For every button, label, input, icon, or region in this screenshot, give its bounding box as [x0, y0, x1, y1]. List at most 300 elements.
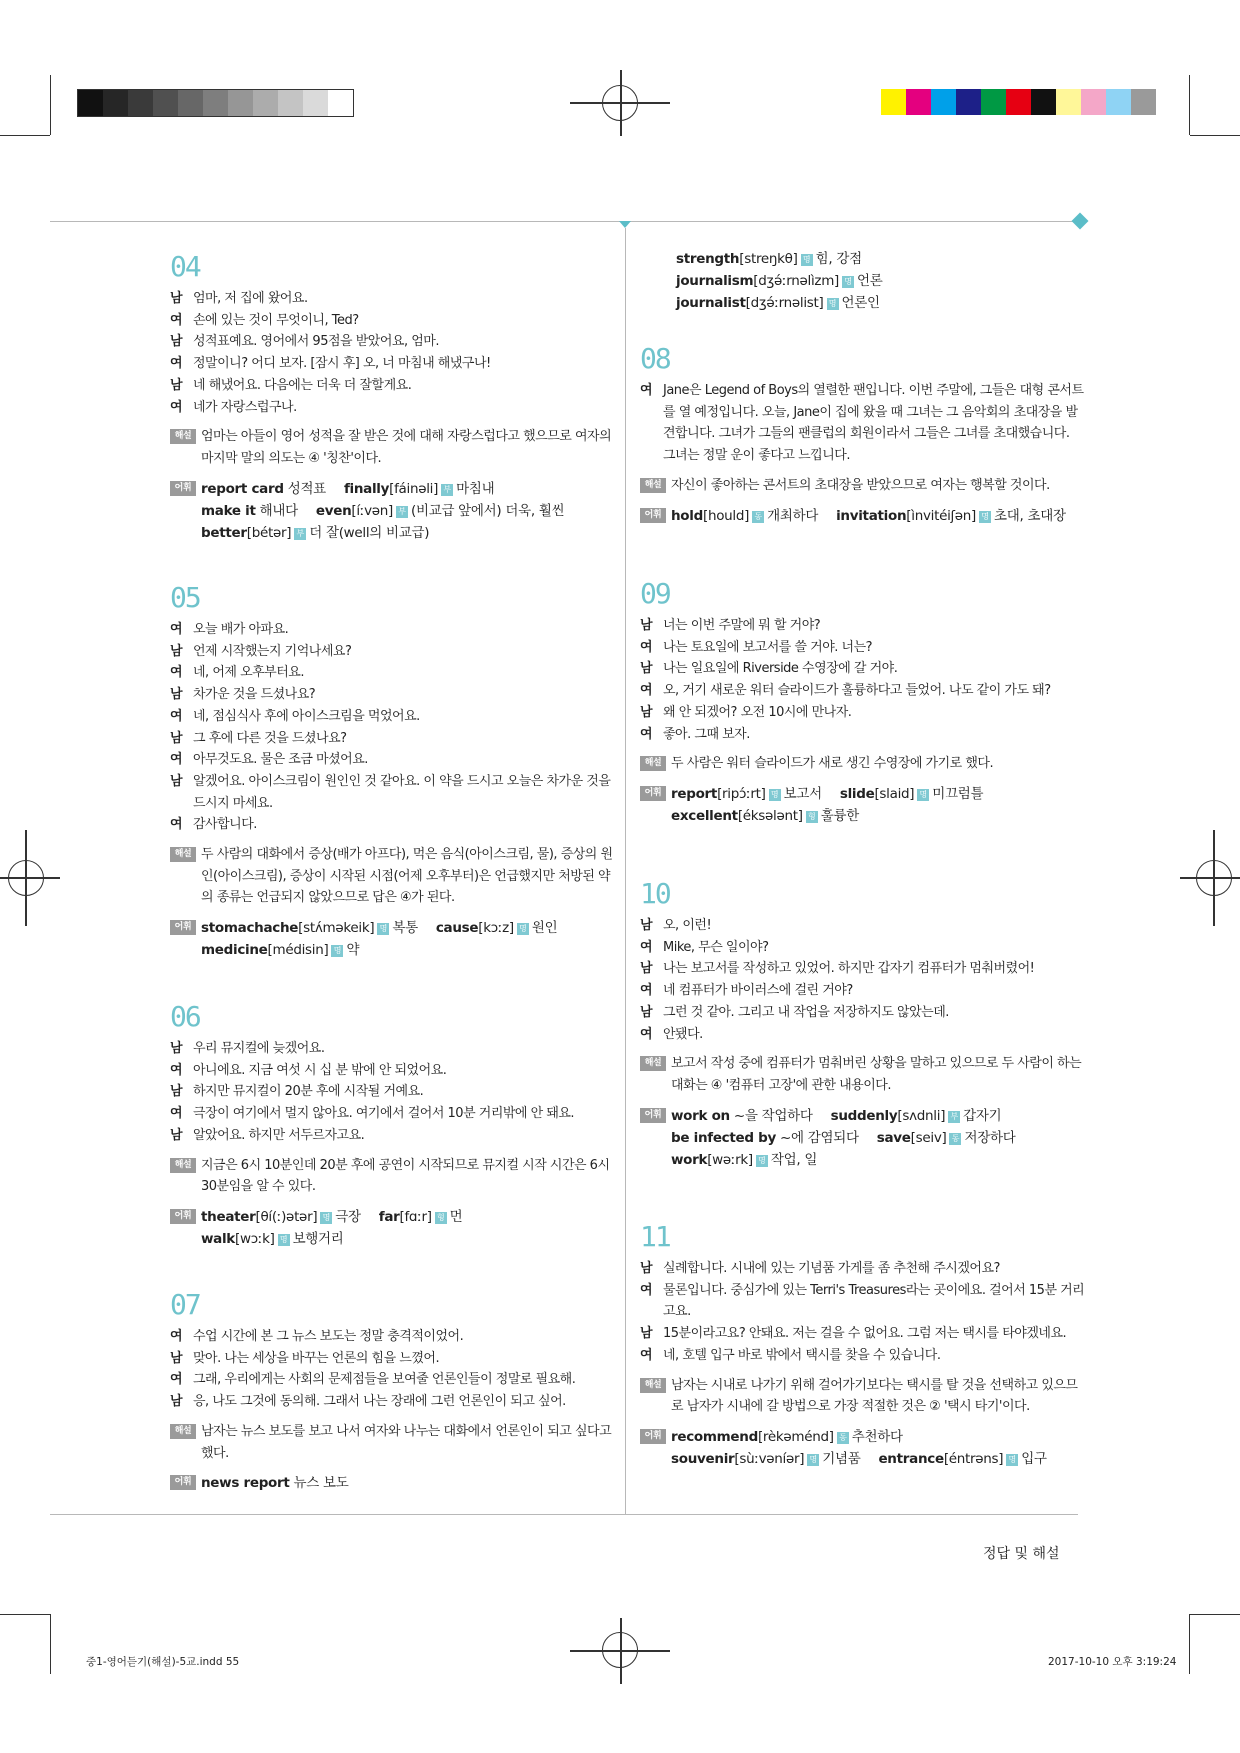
speaker-label: 남	[640, 1261, 653, 1276]
explanation-badge: 해설	[640, 1056, 666, 1071]
vocabulary-list	[201, 1472, 615, 1494]
speaker-label: 남	[640, 918, 653, 933]
question-04	[170, 250, 615, 544]
speaker-label: 남	[640, 1004, 653, 1020]
speaker-label: 남	[640, 661, 653, 677]
vocab-meaning: 더 잘(well의 비교급)	[309, 524, 430, 541]
part-of-speech-badge: 부	[948, 1111, 960, 1123]
dialogue-line	[640, 1258, 1085, 1280]
vocab-word: recommend	[671, 1428, 758, 1445]
vocabulary-list	[201, 478, 615, 544]
vocab-pronunciation: [streŋkθ]	[739, 251, 798, 267]
speaker-label: 남	[640, 618, 653, 633]
speaker-label: 여	[170, 1062, 183, 1078]
vocab-pronunciation: [stʌ́məkeik]	[298, 920, 375, 937]
vocab-pronunciation: [ìnvitéiʃən]	[906, 507, 977, 524]
speaker-label: 여	[640, 726, 653, 742]
part-of-speech-badge: 형	[435, 1212, 447, 1224]
dialogue-line	[640, 380, 1085, 467]
dialogue-text: 네, 호텔 입구 바로 밖에서 택시를 찾을 수 있습니다.	[663, 1347, 941, 1363]
top-rule	[50, 221, 1074, 222]
speaker-label: 남	[170, 1127, 183, 1143]
speaker-label: 여	[640, 939, 653, 955]
dialogue-text: 나는 일요일에 Riverside 수영장에 갈 거야.	[663, 661, 898, 677]
part-of-speech-badge: 명	[377, 923, 389, 935]
color-swatch	[1131, 89, 1156, 115]
explanation-text: 보고서 작성 중에 컴퓨터가 멈춰버린 상황을 말하고 있으므로 두 사람이 하는 대화는 ④ '컴퓨터 고장'에 관한 내용이다.	[671, 1056, 1082, 1093]
dialogue-text: 알았어요. 하지만 서두르자고요.	[193, 1127, 365, 1143]
dialogue-line	[640, 658, 1085, 680]
vocab-meaning: 입구	[1021, 1450, 1047, 1467]
vocab-word: make it	[201, 502, 256, 519]
color-swatch	[906, 89, 931, 115]
speaker-label: 남	[170, 291, 183, 306]
vocab-entry	[676, 295, 880, 311]
vocab-entry	[201, 481, 326, 497]
vocab-entry	[316, 503, 564, 519]
vocab-meaning: 극장	[335, 1208, 361, 1225]
vocab-word: work	[671, 1151, 708, 1168]
part-of-speech-badge: 명	[1006, 1454, 1018, 1466]
vocab-pronunciation: [dʒə́ːrnəlìzm]	[753, 273, 840, 289]
speaker-label: 남	[170, 773, 183, 789]
vocab-meaning: 미끄럼틀	[932, 785, 984, 802]
slug-timestamp: 2017-10-10 오후 3:19:24	[1048, 1656, 1177, 1668]
dialogue-text: 응, 나도 그것에 동의해. 그래서 나는 장래에 그런 언론인이 되고 싶어.	[193, 1394, 566, 1410]
dialogue-line	[640, 1345, 1085, 1367]
process-color-bar	[881, 89, 1156, 115]
vocab-word: report	[671, 785, 718, 802]
dialogue-text: 나는 토요일에 보고서를 쓸 거야. 너는?	[663, 639, 873, 655]
speaker-label: 여	[170, 1106, 183, 1122]
vocab-pronunciation: [hould]	[702, 507, 750, 524]
vocab-entry	[201, 1209, 361, 1225]
speaker-label: 여	[170, 312, 183, 328]
part-of-speech-badge: 명	[979, 511, 991, 523]
vocabulary-badge: 어휘	[640, 1108, 666, 1123]
dialogue-line	[170, 771, 615, 814]
vocab-word: souvenir	[671, 1450, 735, 1467]
vocab-word: entrance	[878, 1450, 944, 1467]
vocab-pronunciation: [seiv]	[910, 1129, 947, 1146]
dialogue-line	[170, 1060, 615, 1082]
dialogue-text: 아니에요. 지금 여섯 시 십 분 밖에 안 되었어요.	[193, 1062, 447, 1078]
vocabulary-list	[671, 505, 1085, 527]
part-of-speech-badge: 형	[806, 811, 818, 823]
dialogue-text: 15분이라고요? 안돼요. 저는 걸을 수 없어요. 그럼 저는 택시를 타야겠네요.	[663, 1326, 1067, 1342]
dialogue-line	[640, 615, 1085, 637]
grayscale-color-bar	[77, 89, 354, 117]
dialogue-line	[170, 728, 615, 750]
explanation	[640, 1375, 1085, 1418]
vocab-meaning: 약	[346, 942, 360, 959]
speaker-label: 여	[640, 639, 653, 655]
vocabulary-list	[201, 917, 615, 961]
vocabulary-badge: 어휘	[640, 508, 666, 523]
dialogue-line	[640, 680, 1085, 702]
vocab-meaning: (비교급 앞에서) 더욱, 훨씬	[411, 502, 565, 519]
question-number: 05	[170, 581, 200, 614]
vocabulary	[640, 1105, 1085, 1171]
dialogue-text: 하지만 뮤지컬이 20분 후에 시작될 거예요.	[193, 1084, 424, 1100]
vocab-meaning: 작업, 일	[770, 1151, 818, 1168]
vocabulary-badge: 어휘	[170, 1475, 196, 1490]
dialogue-line	[170, 1038, 615, 1060]
vocabulary	[170, 1206, 615, 1250]
question-06	[170, 1000, 615, 1250]
vocab-meaning: 갑자기	[963, 1107, 1002, 1124]
dialogue-text: 오늘 배가 아파요.	[193, 622, 289, 637]
explanation-badge: 해설	[170, 1424, 196, 1439]
dialogue-line	[640, 702, 1085, 724]
vocab-meaning: 먼	[449, 1208, 463, 1225]
part-of-speech-badge: 명	[278, 1234, 290, 1246]
vocab-pronunciation: [fɑːr]	[399, 1208, 432, 1225]
dialogue-text: 차가운 것을 드셨나요?	[193, 687, 316, 703]
dialogue-line	[170, 310, 615, 332]
dialogue-text: 언제 시작했는지 기억나세요?	[193, 643, 352, 659]
vocab-word: journalism	[676, 273, 754, 289]
dialogue-text: 수업 시간에 본 그 뉴스 보도는 정말 충격적이었어.	[193, 1329, 464, 1344]
explanation	[170, 426, 615, 469]
vocab-word: theater	[201, 1208, 256, 1225]
explanation-text: 남자는 뉴스 보도를 보고 나서 여자와 나누는 대화에서 언론인이 되고 싶다고 했다.	[201, 1423, 612, 1461]
dialogue-line	[170, 375, 615, 397]
vocab-word: report card	[201, 480, 284, 497]
dialogue-text: 오, 거기 새로운 워터 슬라이드가 훌륭하다고 들었어. 나도 같이 가도 돼?	[663, 683, 1051, 699]
dialogue-line	[170, 662, 615, 684]
explanation-badge: 해설	[640, 756, 666, 771]
dialogue-text: 나는 보고서를 작성하고 있었어. 하지만 갑자기 컴퓨터가 멈춰버렸어!	[663, 961, 1035, 977]
explanation-badge: 해설	[640, 478, 666, 493]
dialogue-text: 손에 있는 것이 무엇이니, Ted?	[193, 312, 359, 328]
explanation-badge: 해설	[170, 1158, 196, 1173]
speaker-label: 여	[170, 1372, 183, 1388]
color-swatch	[1006, 89, 1031, 115]
vocab-entry	[436, 920, 558, 936]
explanation	[170, 1155, 615, 1198]
vocabulary-badge: 어휘	[170, 920, 196, 935]
dialogue-line	[640, 1280, 1085, 1323]
dialogue-line	[170, 1369, 615, 1391]
vocabulary-list	[671, 1426, 1085, 1470]
gray-swatch	[228, 90, 253, 116]
dialogue-text: 안됐다.	[663, 1026, 703, 1042]
speaker-label: 남	[170, 377, 183, 393]
part-of-speech-badge: 부	[396, 506, 408, 518]
dialogue-line	[170, 1348, 615, 1370]
vocab-meaning: 힘, 강점	[815, 251, 862, 267]
dialogue-line	[170, 619, 615, 641]
dialogue-line	[170, 331, 615, 353]
explanation-badge: 해설	[640, 1378, 666, 1393]
vocab-word: invitation	[836, 507, 907, 524]
vocabulary	[640, 1426, 1085, 1470]
explanation-badge: 해설	[170, 847, 196, 862]
vocabulary-badge: 어휘	[170, 481, 196, 496]
vocabulary	[170, 917, 615, 961]
speaker-label: 여	[170, 622, 183, 637]
vocabulary-list	[671, 783, 1085, 827]
dialogue-line	[640, 637, 1085, 659]
speaker-label: 여	[640, 1026, 653, 1042]
vocab-word: medicine	[201, 942, 268, 959]
dialogue-text: 그런 것 같아. 그리고 내 작업을 저장하지도 않았는데.	[663, 1004, 949, 1020]
vocab-entry	[840, 786, 983, 802]
part-of-speech-badge: 동	[949, 1133, 961, 1145]
part-of-speech-badge: 명	[769, 789, 781, 801]
dialogue-text: 실례합니다. 시내에 있는 기념품 가게를 좀 추천해 주시겠어요?	[663, 1261, 1000, 1276]
vocab-entry	[344, 481, 494, 497]
speaker-label: 남	[170, 687, 183, 703]
dialogue-text: 엄마, 저 집에 왔어요.	[193, 291, 308, 306]
vocabulary	[170, 478, 615, 544]
gray-swatch	[253, 90, 278, 116]
dialogue-text: 극장이 여기에서 멀지 않아요. 여기에서 걸어서 10분 거리밖에 안 돼요.	[193, 1106, 575, 1122]
vocab-entry	[201, 920, 418, 936]
part-of-speech-badge: 명	[807, 1454, 819, 1466]
vocab-meaning: 보행거리	[292, 1230, 344, 1247]
vocab-meaning: 복통	[392, 920, 418, 937]
vocab-entry	[201, 1231, 344, 1247]
vocab-pronunciation: [íːvən]	[351, 502, 393, 519]
question-10	[640, 877, 1085, 1171]
dialogue-line	[640, 1323, 1085, 1345]
vocab-pronunciation: [θí(ː)ətər]	[255, 1208, 318, 1225]
vocab-entry	[671, 508, 818, 524]
explanation-badge: 해설	[170, 429, 196, 444]
vocab-pronunciation: [wəːrk]	[707, 1151, 753, 1168]
speaker-label: 남	[640, 1326, 653, 1342]
part-of-speech-badge: 동	[837, 1432, 849, 1444]
dialogue-line	[170, 814, 615, 836]
question-07	[170, 1288, 615, 1494]
explanation-text: 남자는 시내로 나가기 위해 걸어가기보다는 택시를 탈 것을 선택하고 있으므로 남자가 시내에 갈 방법으로 가장 적절한 것은 ② '택시 타기'이다.	[671, 1377, 1078, 1415]
part-of-speech-badge: 명	[917, 789, 929, 801]
vocabulary-list	[201, 1206, 615, 1250]
dialogue-line	[170, 1326, 615, 1348]
dialogue-line	[170, 1125, 615, 1147]
part-of-speech-badge: 명	[331, 945, 343, 957]
vocab-pronunciation: [ripɔ́ːrt]	[717, 785, 766, 802]
explanation-text: 두 사람은 워터 슬라이드가 새로 생긴 수영장에 가기로 했다.	[671, 756, 994, 772]
vocab-entry	[676, 273, 883, 289]
question-number: 10	[640, 877, 670, 910]
question-11	[640, 1220, 1085, 1470]
vocab-entry	[877, 1130, 1016, 1146]
speaker-label: 남	[640, 704, 653, 720]
vocab-pronunciation: [sʌdnli]	[897, 1107, 946, 1124]
vocab-entry	[671, 1108, 813, 1124]
speaker-label: 남	[170, 1041, 183, 1056]
gray-swatch	[153, 90, 178, 116]
vocab-word: journalist	[676, 295, 746, 311]
part-of-speech-badge: 명	[801, 254, 813, 266]
dialogue-text: 성적표예요. 영어에서 95점을 받았어요, 엄마.	[193, 334, 439, 350]
question-number: 08	[640, 342, 670, 375]
question-number: 11	[640, 1220, 670, 1253]
dialogue-text: 알겠어요. 아이스크림이 원인인 것 같아요. 이 약을 드시고 오늘은 차가운 것을 드시지 마세요.	[193, 773, 611, 811]
vocabulary	[640, 505, 1085, 527]
vocab-entry	[831, 1108, 1002, 1124]
part-of-speech-badge: 동	[752, 511, 764, 523]
vocab-entry	[201, 503, 298, 519]
color-swatch	[881, 89, 906, 115]
gray-swatch	[128, 90, 153, 116]
gray-swatch	[203, 90, 228, 116]
vocab-meaning: 마침내	[456, 480, 495, 497]
explanation-text: 지금은 6시 10분인데 20분 후에 공연이 시작되므로 뮤지컬 시작 시간은 6시 30분임을 알 수 있다.	[201, 1157, 610, 1195]
dialogue-text: 네, 어제 오후부터요.	[193, 665, 304, 681]
speaker-label: 여	[170, 356, 183, 372]
vocab-word: strength	[676, 251, 740, 267]
slug-filename: 중1-영어듣기(해설)-5교.indd 55	[86, 1656, 240, 1668]
color-swatch	[1031, 89, 1056, 115]
vocab-word: finally	[343, 480, 390, 497]
vocab-meaning: ~에 감염되다	[780, 1129, 859, 1146]
speaker-label: 여	[170, 708, 183, 724]
dialogue-line	[170, 641, 615, 663]
speaker-label: 남	[170, 334, 183, 350]
explanation-text: 두 사람의 대화에서 증상(배가 아프다), 먹은 음식(아이스크림, 물), 증상의 원인(아이스크림), 증상이 시작된 시점(어제 오후부터)은 언급했지만 처방된 약의 종류는 언급되지 않았으므로 답은 ④가 된다.	[201, 847, 613, 906]
part-of-speech-badge: 명	[756, 1155, 768, 1167]
vocab-pronunciation: [bétər]	[246, 524, 292, 541]
vocab-meaning: 기념품	[822, 1450, 861, 1467]
part-of-speech-badge: 명	[827, 298, 839, 310]
dialogue-text: 물론입니다. 중심가에 있는 Terri's Treasures라는 곳이에요. 걸어서 15분 거리고요.	[663, 1282, 1085, 1320]
part-of-speech-badge: 부	[441, 484, 453, 496]
vocabulary-list	[671, 1105, 1085, 1171]
question-number: 09	[640, 577, 670, 610]
vocab-meaning: 언론	[857, 273, 883, 289]
speaker-label: 여	[170, 752, 183, 768]
dialogue-line	[640, 915, 1085, 937]
explanation	[170, 1421, 615, 1464]
dialogue-line	[640, 980, 1085, 1002]
vocab-meaning: 개최하다	[767, 507, 819, 524]
vocab-entry	[201, 525, 429, 541]
speaker-label: 남	[170, 1350, 183, 1366]
speaker-label: 남	[170, 1084, 183, 1100]
speaker-label: 여	[170, 665, 183, 681]
gray-swatch	[103, 90, 128, 116]
vocab-meaning: 추천하다	[851, 1428, 903, 1445]
vocab-pronunciation: [wɔːk]	[235, 1230, 275, 1247]
dialogue-text: Jane은 Legend of Boys의 열렬한 팬입니다. 이번 주말에, 그들은 대형 콘서트를 열 예정입니다. 오늘, Jane이 집에 왔을 때 그녀는 그 음악회의 초대장을 발견합니다. 그녀가 그들의 팬클럽의 회원이라서 그들은 그녀를 초대했습니다. 그녀는 정말 운이 좋다고 느낍니다.	[663, 383, 1084, 464]
question-09	[640, 577, 1085, 827]
dialogue-line	[170, 684, 615, 706]
dialogue-text: 네 컴퓨터가 바이러스에 걸린 거야?	[663, 983, 853, 999]
dialogue-text: 너는 이번 주말에 뭐 할 거야?	[663, 618, 821, 633]
gray-swatch	[303, 90, 328, 116]
dialogue-line	[170, 397, 615, 419]
vocab-pronunciation: [médisin]	[267, 942, 329, 959]
dialogue-line	[640, 724, 1085, 746]
speaker-label: 여	[640, 983, 653, 999]
vocab-meaning: 뉴스 보도	[293, 1475, 349, 1492]
vocab-word: hold	[671, 507, 703, 524]
vocab-word: save	[876, 1129, 911, 1146]
explanation	[640, 1053, 1085, 1096]
dialogue-line	[170, 1103, 615, 1125]
vocab-pronunciation: [éntrəns]	[943, 1450, 1004, 1467]
vocab-entry	[836, 508, 1066, 524]
dialogue-line	[170, 1081, 615, 1103]
vocab-pronunciation: [éksələnt]	[737, 807, 803, 824]
vocabulary	[170, 1472, 615, 1494]
vocab-word: excellent	[671, 807, 738, 824]
vocab-meaning: 언론인	[841, 295, 880, 311]
dialogue-line	[640, 958, 1085, 980]
dialogue-text: 네, 점심식사 후에 아이스크림을 먹었어요.	[193, 708, 420, 724]
vocab-word: cause	[435, 920, 479, 937]
vocabulary	[640, 783, 1085, 827]
vocab-entry	[379, 1209, 463, 1225]
speaker-label: 남	[640, 961, 653, 977]
part-of-speech-badge: 명	[842, 276, 854, 288]
speaker-label: 여	[640, 1347, 653, 1363]
dialogue-line	[170, 749, 615, 771]
vocab-entry	[671, 808, 859, 824]
dialogue-text: 맞아. 나는 세상을 바꾸는 언론의 힘을 느꼈어.	[193, 1350, 440, 1366]
question-05	[170, 581, 615, 961]
vocab-word: news report	[201, 1475, 290, 1492]
color-swatch	[931, 89, 956, 115]
vocab-meaning: 해내다	[259, 502, 298, 519]
vocab-meaning: 훌륭한	[820, 807, 859, 824]
question-number: 07	[170, 1288, 200, 1321]
question-number: 06	[170, 1000, 200, 1033]
speaker-label: 여	[170, 817, 183, 833]
speaker-label: 여	[640, 683, 653, 699]
explanation-text: 자신이 좋아하는 콘서트의 초대장을 받았으므로 여자는 행복할 것이다.	[671, 477, 1050, 493]
color-swatch	[1081, 89, 1106, 115]
triangle-ornament	[619, 221, 631, 228]
diamond-ornament	[1072, 213, 1089, 230]
dialogue-text: 그래, 우리에게는 사회의 문제점들을 보여줄 언론인들이 정말로 필요해.	[193, 1372, 576, 1388]
vocab-pronunciation: [kɔːz]	[478, 920, 514, 937]
dialogue-line	[170, 288, 615, 310]
color-swatch	[981, 89, 1006, 115]
speaker-label: 여	[640, 1282, 653, 1298]
vocab-word: suddenly	[830, 1107, 898, 1124]
vocab-pronunciation: [fáinəli]	[389, 480, 439, 497]
vocab-word: slide	[839, 785, 875, 802]
vocab-entry	[671, 1429, 903, 1445]
dialogue-text: Mike, 무슨 일이야?	[663, 939, 769, 955]
speaker-label: 여	[640, 383, 653, 398]
vocabulary-badge: 어휘	[170, 1209, 196, 1224]
vocab-word: walk	[201, 1230, 235, 1247]
vocab-word: far	[378, 1208, 400, 1225]
explanation	[170, 844, 615, 909]
vocab-pronunciation: [dʒə́ːrnəlist]	[745, 295, 824, 311]
vocab-word: be infected by	[671, 1129, 777, 1146]
vocab-word: stomachache	[201, 920, 299, 937]
dialogue-text: 감사합니다.	[193, 817, 257, 833]
footer-title: 정답 및 해설	[983, 1546, 1060, 1562]
vocab-meaning: 저장하다	[964, 1129, 1016, 1146]
vocab-word: better	[201, 524, 247, 541]
vocab-pronunciation: [sùːvəníər]	[734, 1450, 805, 1467]
dialogue-text: 오, 이런!	[663, 918, 712, 933]
dialogue-text: 정말이니? 어디 보자. [잠시 후] 오, 너 마침내 해냈구나!	[193, 356, 491, 372]
part-of-speech-badge: 명	[517, 923, 529, 935]
vocab-entry	[671, 1130, 859, 1146]
vocab-meaning: 보고서	[783, 785, 822, 802]
vocab-meaning: ~을 작업하다	[733, 1107, 813, 1124]
vocab-word: even	[315, 502, 352, 519]
